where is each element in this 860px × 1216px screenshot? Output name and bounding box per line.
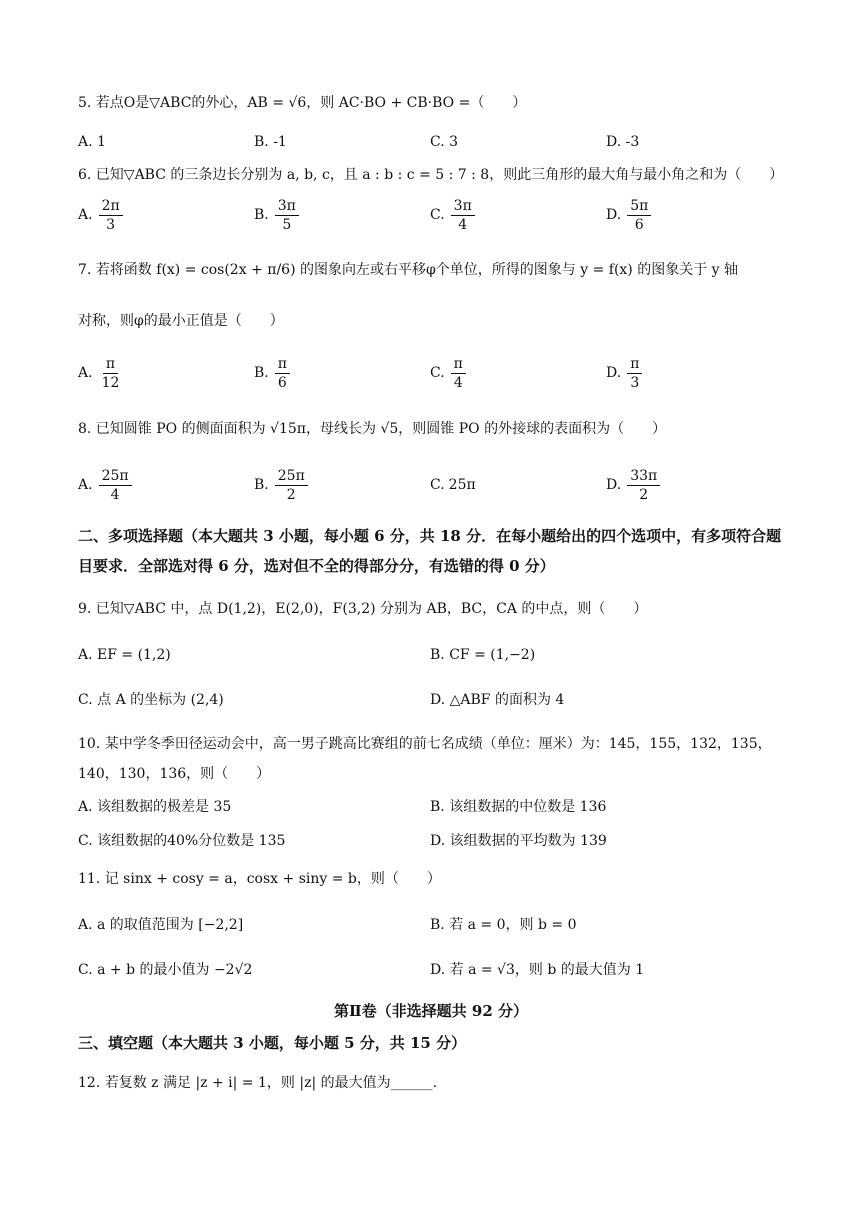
denominator: 4 — [110, 486, 120, 503]
question-9-options — [78, 643, 784, 711]
option-b — [254, 197, 430, 234]
denominator: 12 — [101, 374, 120, 391]
question-10-text-2: 140，130，136，则（ ） — [78, 766, 271, 782]
question-7-text-2: 对称，则φ的最小正值是（ ） — [78, 313, 284, 329]
numerator: 3π — [275, 197, 299, 216]
option-label: C. — [430, 207, 445, 223]
numerator: π — [103, 355, 118, 374]
option-c — [430, 355, 606, 392]
fraction — [275, 355, 290, 392]
fraction — [627, 355, 642, 392]
question-7-line2 — [78, 310, 784, 332]
option-label: C. — [430, 365, 445, 381]
option-value: 25π — [448, 477, 476, 493]
option-d — [606, 355, 782, 392]
numerator: 5π — [627, 197, 651, 216]
question-8-options — [78, 465, 784, 505]
option-a: A. EF = (1,2) — [78, 647, 171, 663]
question-8 — [78, 418, 784, 440]
denominator: 2 — [639, 486, 649, 503]
option-a: A. 该组数据的极差是 35 — [78, 799, 232, 815]
option-a: A. 1 — [78, 134, 106, 150]
numerator: π — [627, 355, 642, 374]
option-a — [78, 197, 254, 234]
option-c — [430, 477, 606, 493]
fraction — [451, 197, 475, 234]
denominator: 6 — [634, 216, 644, 233]
option-a — [78, 467, 254, 504]
numerator: π — [275, 355, 290, 374]
denominator: 5 — [282, 216, 292, 233]
question-6-options — [78, 195, 784, 235]
question-6-text: 6. 已知▽ABC 的三条边长分别为 a, b, c，且 a : b : c = 5 : 7 : 8，则此三角形的最大角与最小角之和为（ ） — [78, 167, 784, 183]
option-label: D. — [606, 207, 622, 223]
numerator: 25π — [275, 467, 308, 486]
denominator: 3 — [630, 374, 640, 391]
option-b: B. CF = (1,−2) — [430, 647, 536, 663]
option-label: D. — [606, 365, 622, 381]
option-b — [254, 467, 430, 504]
option-d: D. -3 — [606, 134, 640, 150]
fraction — [99, 467, 132, 504]
question-10-line2 — [78, 763, 784, 785]
question-5-text: 5. 若点O是▽ABC的外心，AB = √6，则 AC·BO + CB·BO =（ ） — [78, 95, 527, 111]
option-label: B. — [254, 207, 269, 223]
option-d: D. △ABF 的面积为 4 — [430, 692, 565, 708]
question-10-text: 10. 某中学冬季田径运动会中，高一男子跳高比赛组的前七名成绩（单位：厘米）为：145，155，132，135， — [78, 736, 772, 752]
option-b: B. 该组数据的中位数是 136 — [430, 799, 607, 815]
option-label: A. — [78, 477, 93, 493]
option-c: C. a + b 的最小值为 −2√2 — [78, 962, 253, 978]
question-5 — [78, 92, 784, 114]
question-10-options — [78, 795, 784, 851]
question-6 — [78, 164, 784, 186]
option-label: C. — [430, 477, 445, 493]
option-b — [254, 355, 430, 392]
fraction — [275, 197, 299, 234]
question-12 — [78, 1072, 784, 1094]
fraction — [99, 197, 123, 234]
option-label: B. — [254, 365, 269, 381]
option-c — [430, 197, 606, 234]
option-c: C. 该组数据的40%分位数是 135 — [78, 833, 286, 849]
question-11-options — [78, 912, 784, 981]
option-d: D. 若 a = √3，则 b 的最大值为 1 — [430, 962, 645, 978]
question-7-text: 7. 若将函数 f(x) = cos(2x + π/6) 的图象向左或右平移φ个单位，所得的图象与 y = f(x) 的图象关于 y 轴 — [78, 262, 739, 278]
denominator: 3 — [106, 216, 116, 233]
question-8-text: 8. 已知圆锥 PO 的侧面面积为 √15π，母线长为 √5，则圆锥 PO 的外接球的表面积为（ ） — [78, 421, 667, 437]
question-12-text: 12. 若复数 z 满足 |z + i| = 1，则 |z| 的最大值为______. — [78, 1075, 438, 1091]
option-b: B. -1 — [254, 134, 287, 150]
denominator: 6 — [277, 374, 287, 391]
numerator: 33π — [627, 467, 660, 486]
numerator: π — [451, 355, 466, 374]
numerator: 25π — [99, 467, 132, 486]
fraction — [451, 355, 466, 392]
option-label: D. — [606, 477, 622, 493]
section-heading-fill-in: 三、填空题（本大题共 3 小题，每小题 5 分，共 15 分） — [78, 1034, 467, 1052]
option-label: A. — [78, 207, 93, 223]
fraction — [627, 467, 660, 504]
question-9-text: 9. 已知▽ABC 中，点 D(1,2)，E(2,0)，F(3,2) 分别为 AB，BC，CA 的中点，则（ ） — [78, 601, 648, 617]
option-b: B. 若 a = 0，则 b = 0 — [430, 917, 577, 933]
option-a — [78, 355, 254, 392]
part-two-heading: 第Ⅱ卷（非选择题共 92 分） — [334, 1002, 528, 1020]
option-label: B. — [254, 477, 269, 493]
question-10 — [78, 733, 784, 755]
option-d: D. 该组数据的平均数为 139 — [430, 833, 607, 849]
denominator: 2 — [286, 486, 296, 503]
question-5-options — [78, 131, 784, 153]
question-9 — [78, 598, 784, 620]
fraction — [275, 467, 308, 504]
question-11 — [78, 868, 784, 890]
option-c: C. 点 A 的坐标为 (2,4) — [78, 692, 224, 708]
question-7 — [78, 259, 784, 281]
option-a: A. a 的取值范围为 [−2,2] — [78, 917, 244, 933]
denominator: 4 — [458, 216, 468, 233]
option-d — [606, 197, 782, 234]
option-d — [606, 467, 782, 504]
section-heading-multiple-choice: 二、多项选择题（本大题共 3 小题，每小题 6 分，共 18 分．在每小题给出的四个选项中，有多项符合题目要求．全部选对得 6 分，选对但不全的得部分分，有选错的得 0 分） — [78, 527, 782, 575]
option-c: C. 3 — [430, 134, 459, 150]
numerator: 2π — [99, 197, 123, 216]
fraction — [99, 355, 123, 392]
question-11-text: 11. 记 sinx + cosy = a，cosx + siny = b，则（ ） — [78, 871, 441, 887]
option-label: A. — [78, 365, 93, 381]
denominator: 4 — [453, 374, 463, 391]
question-7-options — [78, 353, 784, 393]
fraction — [627, 197, 651, 234]
numerator: 3π — [451, 197, 475, 216]
